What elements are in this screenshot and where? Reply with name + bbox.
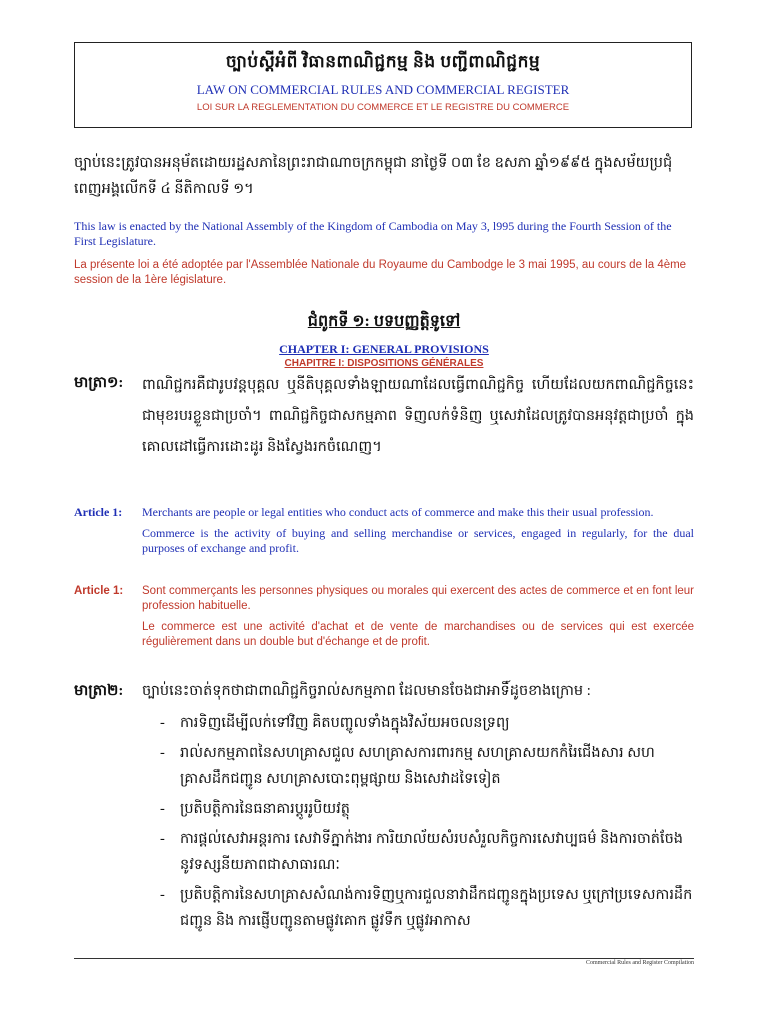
- preamble-english: This law is enacted by the National Assembly of the Kingdom of Cambodia on May 3, l995 during the Fourth Session of the First Legislature.: [74, 219, 672, 248]
- article-label: មាត្រា១:: [74, 375, 124, 391]
- chapter-heading: [74, 310, 694, 369]
- list-item: - ប្រតិបត្តិការនៃសហគ្រាសសំណង់ការទិញឬការជួលនាវាដឹកជញ្ជូនក្នុងប្រទេស ឬក្រៅប្រទេសការដឹកជញ្ជូន និង ការផ្ញើបញ្ជូនតាមផ្លូវគោក ផ្លូវទឹក ឬផ្លូវអាកាស: [160, 887, 693, 929]
- article-text: ច្បាប់នេះចាត់ទុកថាជាពាណិជ្ជកិច្ចរាល់សកម្មភាព ដែលមានចែងជាអាទិ៍ដូចខាងក្រោម :: [142, 683, 591, 699]
- article-paragraph: Le commerce est une activité d'achat et de vente de marchandises ou de services qui est exercée régulièrement dans un double but d'échange et de profit.: [142, 621, 694, 648]
- article-paragraph: Merchants are people or legal entities who conduct acts of commerce and make this their usual profession.: [142, 505, 654, 519]
- article-paragraph: Sont commerçants les personnes physiques ou morales qui exercent des actes de commerce et en font leur profession habituelle.: [142, 585, 694, 612]
- title-english: LAW ON COMMERCIAL RULES AND COMMERCIAL REGISTER: [196, 82, 570, 97]
- list-item: - ការផ្តល់សេវាអន្តរការ សេវាទីភ្នាក់ងារ ការិយាល័យសំរបសំរួលកិច្ចការសេវាប្បធម៌ និងការចាត់ចែងនូវទស្សនីយភាពជាសាធារណៈ: [160, 831, 684, 873]
- article-text: [142, 505, 694, 562]
- footer-text: Commercial Rules and Register Compilation: [586, 960, 694, 966]
- list-item: - ការទិញដើម្បីលក់ទៅវិញ គិតបញ្ចូលទាំងក្នុងវិស័យអចលនទ្រព្យ: [160, 715, 510, 731]
- article-text: [142, 584, 694, 656]
- title-french: LOI SUR LA REGLEMENTATION DU COMMERCE ET LE REGISTRE DU COMMERCE: [196, 102, 570, 113]
- article-2-khmer: [74, 678, 694, 704]
- footer-divider: [74, 958, 694, 959]
- preamble-french: La présente loi a été adoptée par l'Assemblée Nationale du Royaume du Cambodge le 3 mai 1995, au cours de la 4ème session de la 1ère législature.: [74, 259, 687, 286]
- preamble-khmer: ច្បាប់នេះត្រូវបានអនុម័តដោយរដ្ឋសភានៃព្រះរាជាណាចក្រកម្ពុជា នាថ្ងៃទី ០៣ ខែ ឧសភា ឆ្នាំ១៩៩៥ ក្នុងសម័យប្រជុំពេញអង្គលើកទី ៤ នីតិកាលទី ១។: [74, 155, 673, 197]
- chapter-title-french: CHAPITRE I: DISPOSITIONS GÉNÉRALES: [284, 358, 484, 369]
- article-1-khmer: [74, 370, 694, 463]
- article-label: មាត្រា២:: [74, 683, 124, 699]
- article-2-list: [140, 710, 695, 938]
- article-label: Article 1:: [74, 585, 124, 597]
- chapter-title-english: CHAPTER I: GENERAL PROVISIONS: [279, 342, 489, 356]
- article-1-english: [74, 505, 694, 562]
- article-paragraph: Commerce is the activity of buying and selling merchandise or services, engaged in regularly, for the dual purposes of exchange and profit.: [142, 526, 694, 555]
- title-khmer: ច្បាប់ស្តីអំពី វិធានពាណិជ្ជកម្ម និង បញ្ជីពាណិជ្ជកម្ម: [225, 52, 541, 71]
- list-item: - រាល់សកម្មភាពនៃសហគ្រាសជួល សហគ្រាសការពារកម្ម សហគ្រាសយកកំរៃជើងសារ សហគ្រាសដឹកជញ្ជូន សហគ្រាសបោះពុម្ពផ្សាយ និងសេវាដទៃទៀត: [160, 745, 655, 787]
- title-box: [74, 42, 692, 128]
- article-1-french: [74, 584, 694, 656]
- article-text: ពាណិជ្ជករគឺជារូបវន្តបុគ្គល ឬនីតិបុគ្គលទាំងឡាយណាដែលធ្វើពាណិជ្ជកិច្ច ហើយដែលយកពាណិជ្ជកិច្ចនេះជាមុខរបរខ្លួនជាប្រចាំ។ ពាណិជ្ជកិច្ចជាសកម្មភាព ទិញលក់ទំនិញ ឬសេវាដែលត្រូវបានអនុវត្តជាប្រចាំ ក្នុងគោលដៅធ្វើការដោះដូរ និងស្វែងរកចំណេញ។: [142, 377, 694, 455]
- chapter-title-khmer: ជំពូកទី ១: បទបញ្ញត្តិទូទៅ: [307, 313, 461, 330]
- article-label: Article 1:: [74, 505, 123, 519]
- list-item: - ប្រតិបត្តិការនៃធនាគារប្តូររូបិយវត្ថុ: [160, 801, 350, 817]
